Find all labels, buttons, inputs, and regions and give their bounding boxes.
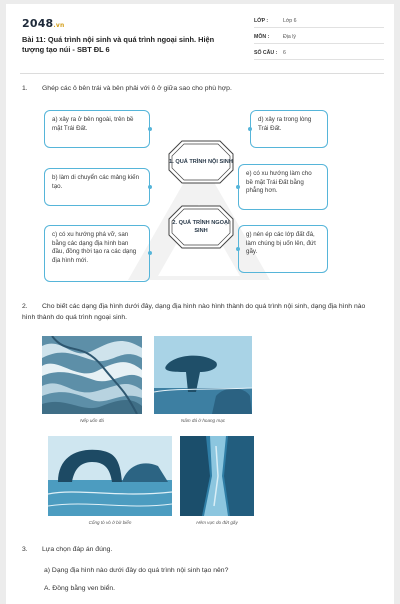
match-center-2[interactable] (168, 205, 234, 249)
header-divider (20, 73, 384, 74)
match-right-d[interactable]: d) xảy ra trong lòng Trái Đất. (250, 110, 328, 148)
photo-caption: Hẻm vực do đứt gãy (196, 520, 238, 525)
question-number: 1. (22, 85, 28, 92)
meta-row-count (254, 46, 384, 60)
octagon-label: 1. QUÁ TRÌNH NỘI SINH (169, 159, 233, 165)
octagon-label: 2. QUÁ TRÌNH NGOẠI SINH (172, 220, 230, 234)
photo-mushroom-rock (154, 336, 252, 414)
meta-key: LỚP : (254, 17, 269, 24)
connector-dot (148, 251, 152, 255)
meta-key: SỐ CÂU : (254, 49, 278, 56)
photo-sea-arch (48, 436, 172, 516)
photo-caption: Nấm đá ở hoang mạc (180, 418, 226, 423)
meta-value: 6 (283, 49, 286, 56)
question-text: Cho biết các dạng địa hình dưới đây, dạng địa hình nào hình thành do quá trình nội sinh, dạng địa hình nào hình thành do quá trình ngoại sinh. (22, 303, 366, 321)
meta-row-subject (254, 30, 384, 44)
canyon-image (180, 436, 254, 516)
answer-option-a[interactable]: A. Đồng bằng ven biển. (44, 585, 116, 592)
connector-dot (236, 247, 240, 251)
site-logo[interactable] (22, 17, 64, 30)
connector-dot (248, 127, 252, 131)
match-left-b[interactable]: b) làm di chuyển các mảng kiến tạo. (44, 168, 150, 206)
photo-caption: Cổng tò vò ở bờ biển (88, 520, 132, 525)
connector-dot (148, 127, 152, 131)
match-right-e[interactable]: e) có xu hướng làm cho bề mặt Trái Đất bằng phẳng hơn. (238, 164, 328, 210)
match-right-g[interactable]: g) nén ép các lớp đất đá, làm chúng bị uốn lên, đứt gãy. (238, 225, 328, 273)
page-title: Bài 11: Quá trình nội sinh và quá trình ngoại sinh. Hiện tượng tạo núi - SBT ĐL 6 (22, 35, 215, 54)
sea-arch-image (48, 436, 172, 516)
match-left-c[interactable]: c) có xu hướng phá vỡ, san bằng các dạng địa hình ban đầu, đồng thời tạo ra các dạng địa hình mới. (44, 225, 150, 282)
logo-text: 2048 (22, 17, 54, 30)
question-2 (22, 302, 380, 323)
question-1 (22, 84, 382, 95)
meta-value: Địa lý (283, 33, 296, 40)
question-text: Ghép các ô bên trái và bên phải với ô ở giữa sao cho phù hợp. (42, 85, 232, 92)
meta-key: MÔN : (254, 33, 270, 40)
meta-info (254, 14, 384, 62)
rock-folds-image (42, 336, 142, 414)
photo-rock-folds (42, 336, 142, 414)
question-number: 3. (22, 546, 28, 553)
photo-caption: Nếp uốn đá (80, 418, 104, 423)
logo-suffix: .vn (53, 22, 65, 29)
mushroom-rock-image (154, 336, 252, 414)
question-number: 2. (22, 303, 28, 310)
question-3 (22, 545, 382, 556)
question-3-sub: a) Dạng địa hình nào dưới đây do quá trình nội sinh tạo nên? (44, 567, 229, 574)
photo-canyon (180, 436, 254, 516)
worksheet-page (6, 4, 394, 604)
question-text: Lựa chọn đáp án đúng. (42, 546, 113, 553)
meta-row-grade (254, 14, 384, 28)
connector-dot (236, 185, 240, 189)
meta-value: Lớp 6 (283, 17, 297, 24)
match-left-a[interactable]: a) xảy ra ở bên ngoài, trên bề mặt Trái Đất. (44, 110, 150, 148)
match-center-1[interactable] (168, 140, 234, 184)
connector-dot (148, 185, 152, 189)
